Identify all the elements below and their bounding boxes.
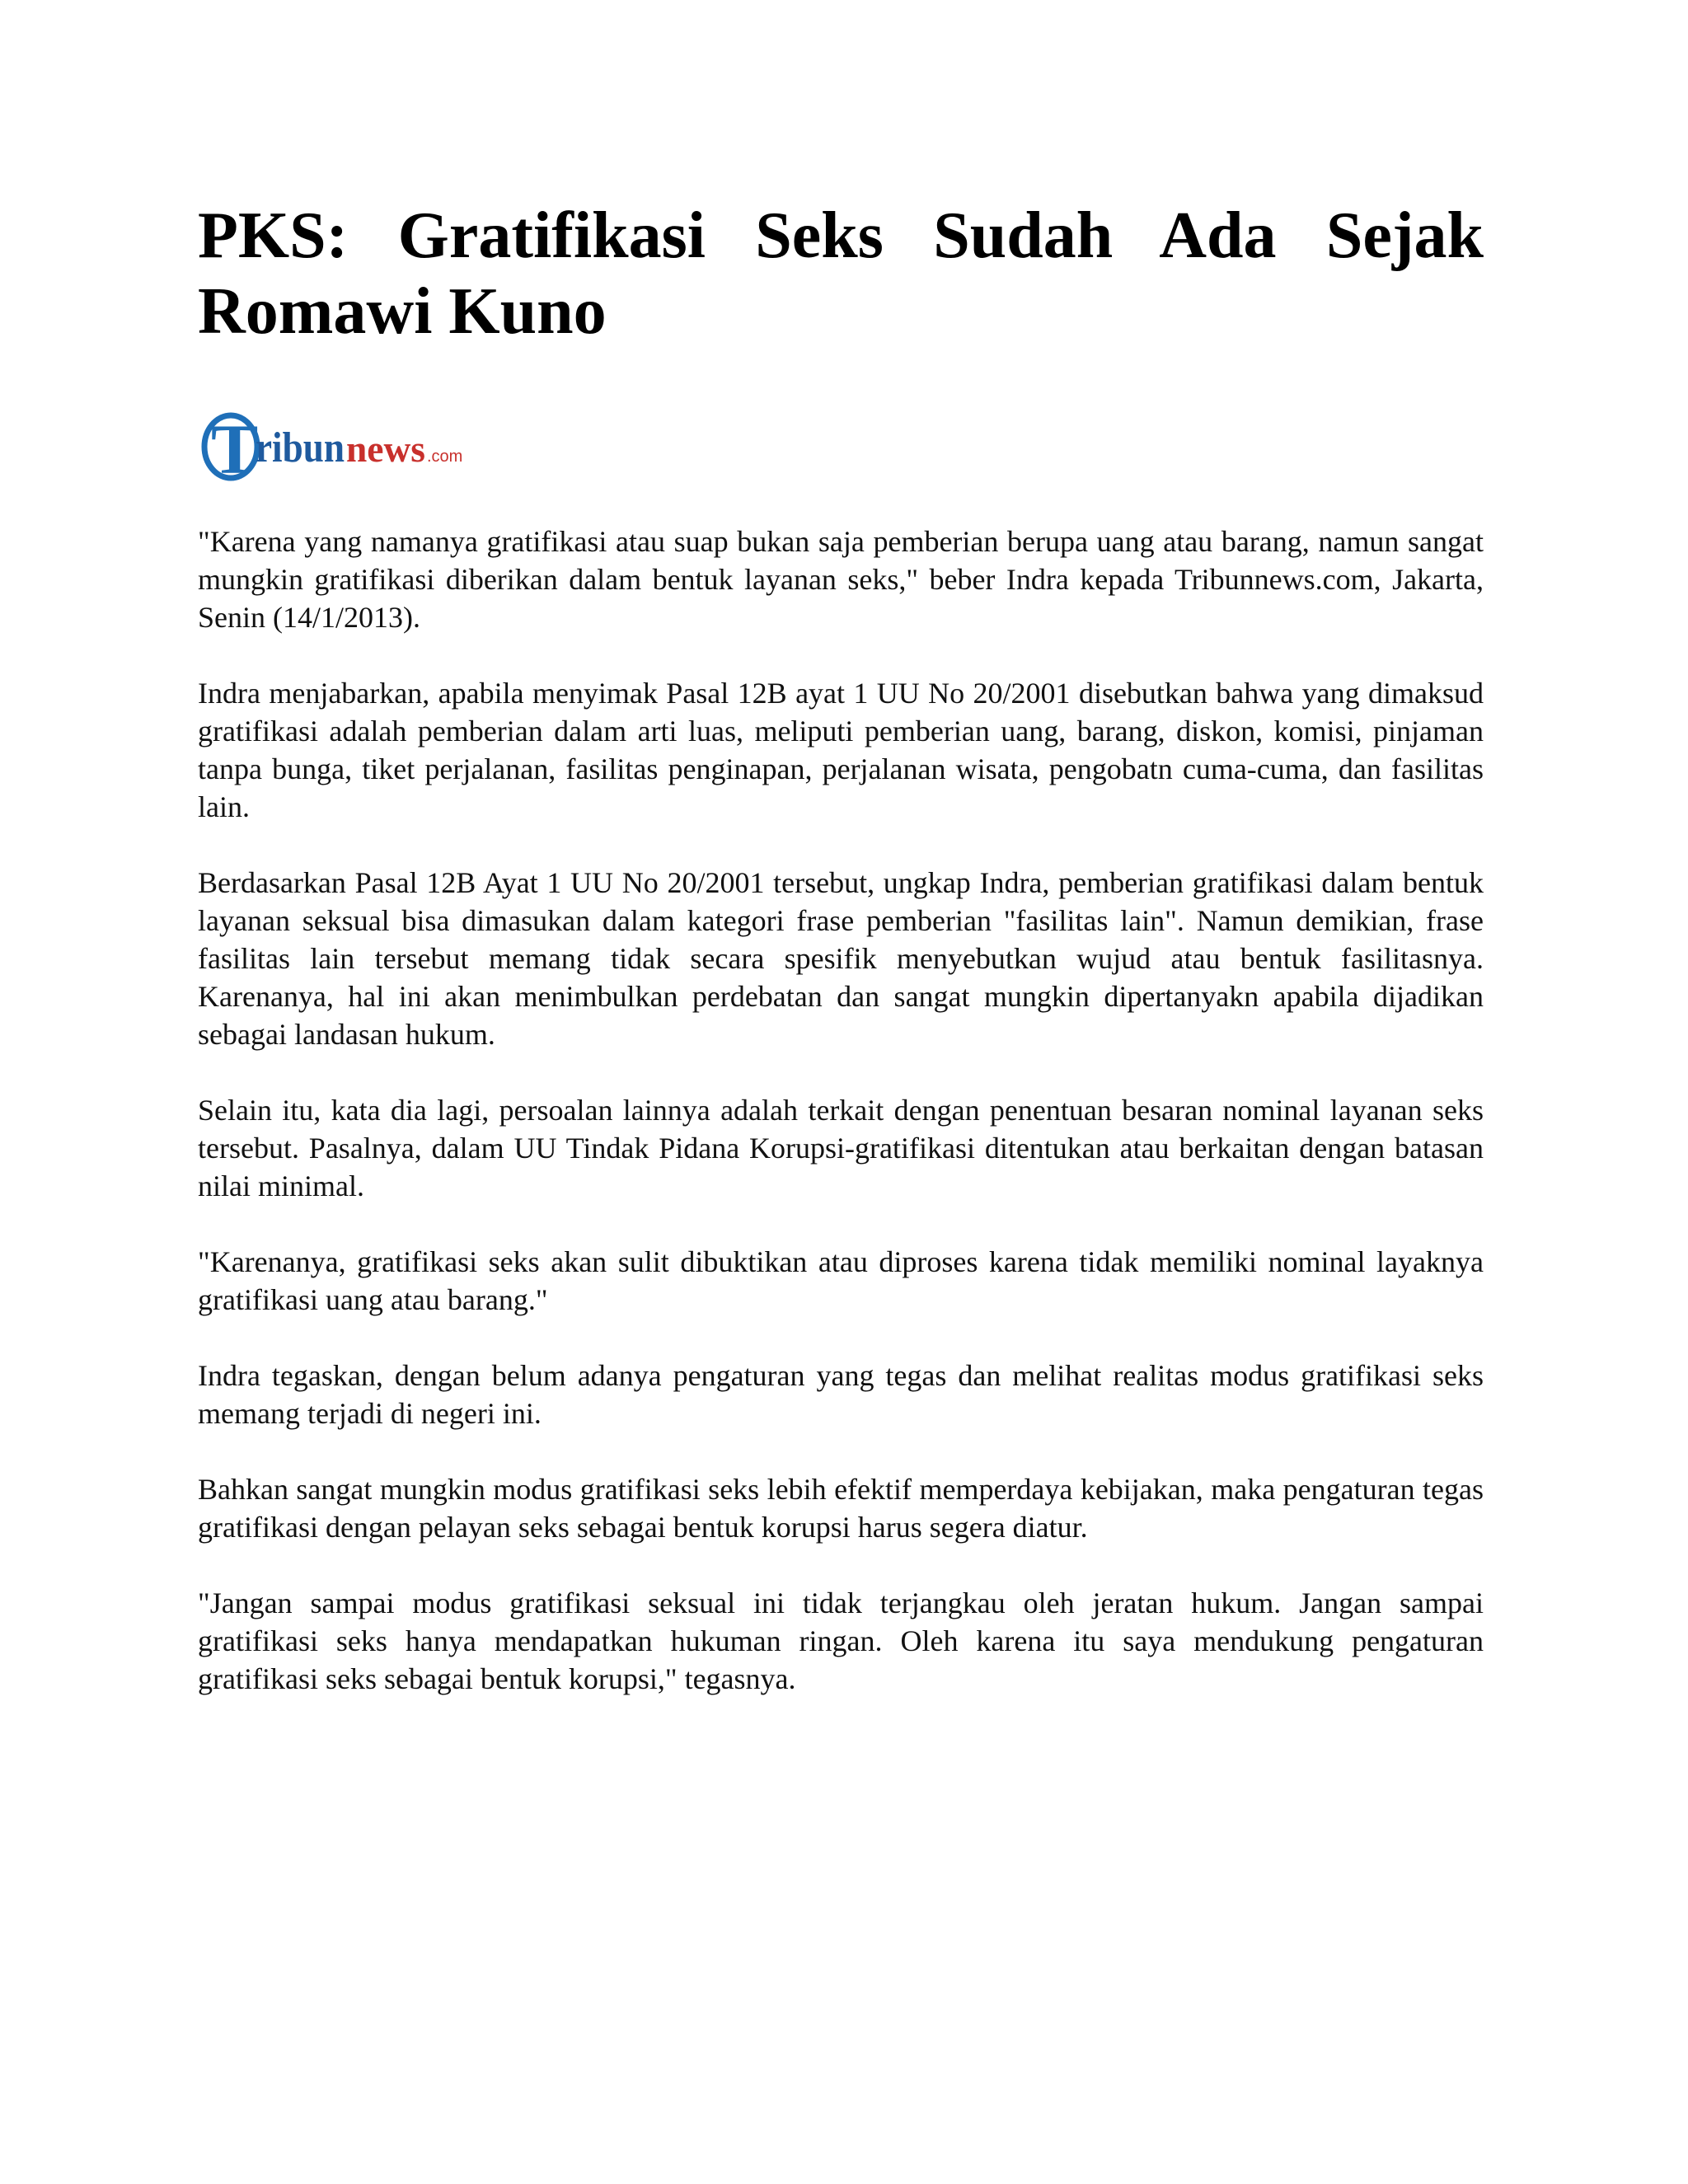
paragraph-7: Bahkan sangat mungkin modus gratifikasi seks lebih efektif memperdaya kebijakan, maka pengaturan tegas gratifikasi dengan pelayan seks sebagai bentuk korupsi harus segera diatur. <box>198 1473 1484 1544</box>
paragraph-2: Indra menjabarkan, apabila menyimak Pasal 12B ayat 1 UU No 20/2001 disebutkan bahwa yang dimaksud gratifikasi adalah pemberian dalam arti luas, meliputi pemberian uang, barang, diskon, komisi, pinjaman tanpa bunga, tiket perjalanan, fasilitas penginapan, perjalanan wisata, pengobatn cuma-cuma, dan fasilitas lain. <box>198 677 1484 823</box>
paragraph-3: Berdasarkan Pasal 12B Ayat 1 UU No 20/2001 tersebut, ungkap Indra, pemberian gratifikasi dalam bentuk layanan seksual bisa dimasukan dalam kategori frase pemberian "fasilitas lain". Namun demikian, frase fasilitas lain tersebut memang tidak secara spesifik menyebutkan wujud atau bentuk fasilitasnya. Karenanya, hal ini akan menimbulkan perdebatan dan sangat mungkin dipertanyakn apabila dijadikan sebagai landasan hukum. <box>198 866 1484 1051</box>
logo-text-com: .com <box>427 448 463 466</box>
paragraph-4: Selain itu, kata dia lagi, persoalan lainnya adalah terkait dengan penentuan besaran nominal layanan seks tersebut. Pasalnya, dalam UU Tindak Pidana Korupsi-gratifikasi ditentukan atau berkaitan dengan batasan nilai minimal. <box>198 1094 1484 1202</box>
article <box>198 198 1484 1736</box>
tribunnews-logo <box>198 405 478 488</box>
paragraph-8: "Jangan sampai modus gratifikasi seksual ini tidak terjangkau oleh jeratan hukum. Jangan sampai gratifikasi seks hanya mendapatkan hukuman ringan. Oleh karena itu saya mendukung pengaturan gratifikasi seks sebagai bentuk korupsi," tegasnya. <box>198 1586 1484 1695</box>
logo-text-ribun: ribun <box>256 424 345 471</box>
paragraph-5: "Karenanya, gratifikasi seks akan sulit dibuktikan atau diproses karena tidak memiliki nominal layaknya gratifikasi uang atau barang." <box>198 1245 1484 1316</box>
article-body <box>198 523 1484 1698</box>
paragraph-1: "Karena yang namanya gratifikasi atau suap bukan saja pemberian berupa uang atau barang, namun sangat mungkin gratifikasi diberikan dalam bentuk layanan seks," beber Indra kepada Tribunnews.com, Jakarta, Senin (14/1/2013). <box>198 525 1484 634</box>
paragraph-6: Indra tegaskan, dengan belum adanya pengaturan yang tegas dan melihat realitas modus gratifikasi seks memang terjadi di negeri ini. <box>198 1359 1484 1430</box>
article-title: PKS: Gratifikasi Seks Sudah Ada Sejak Romawi Kuno <box>198 199 1484 348</box>
logo-mark: T <box>211 410 259 488</box>
logo-text-news: news <box>346 428 425 470</box>
